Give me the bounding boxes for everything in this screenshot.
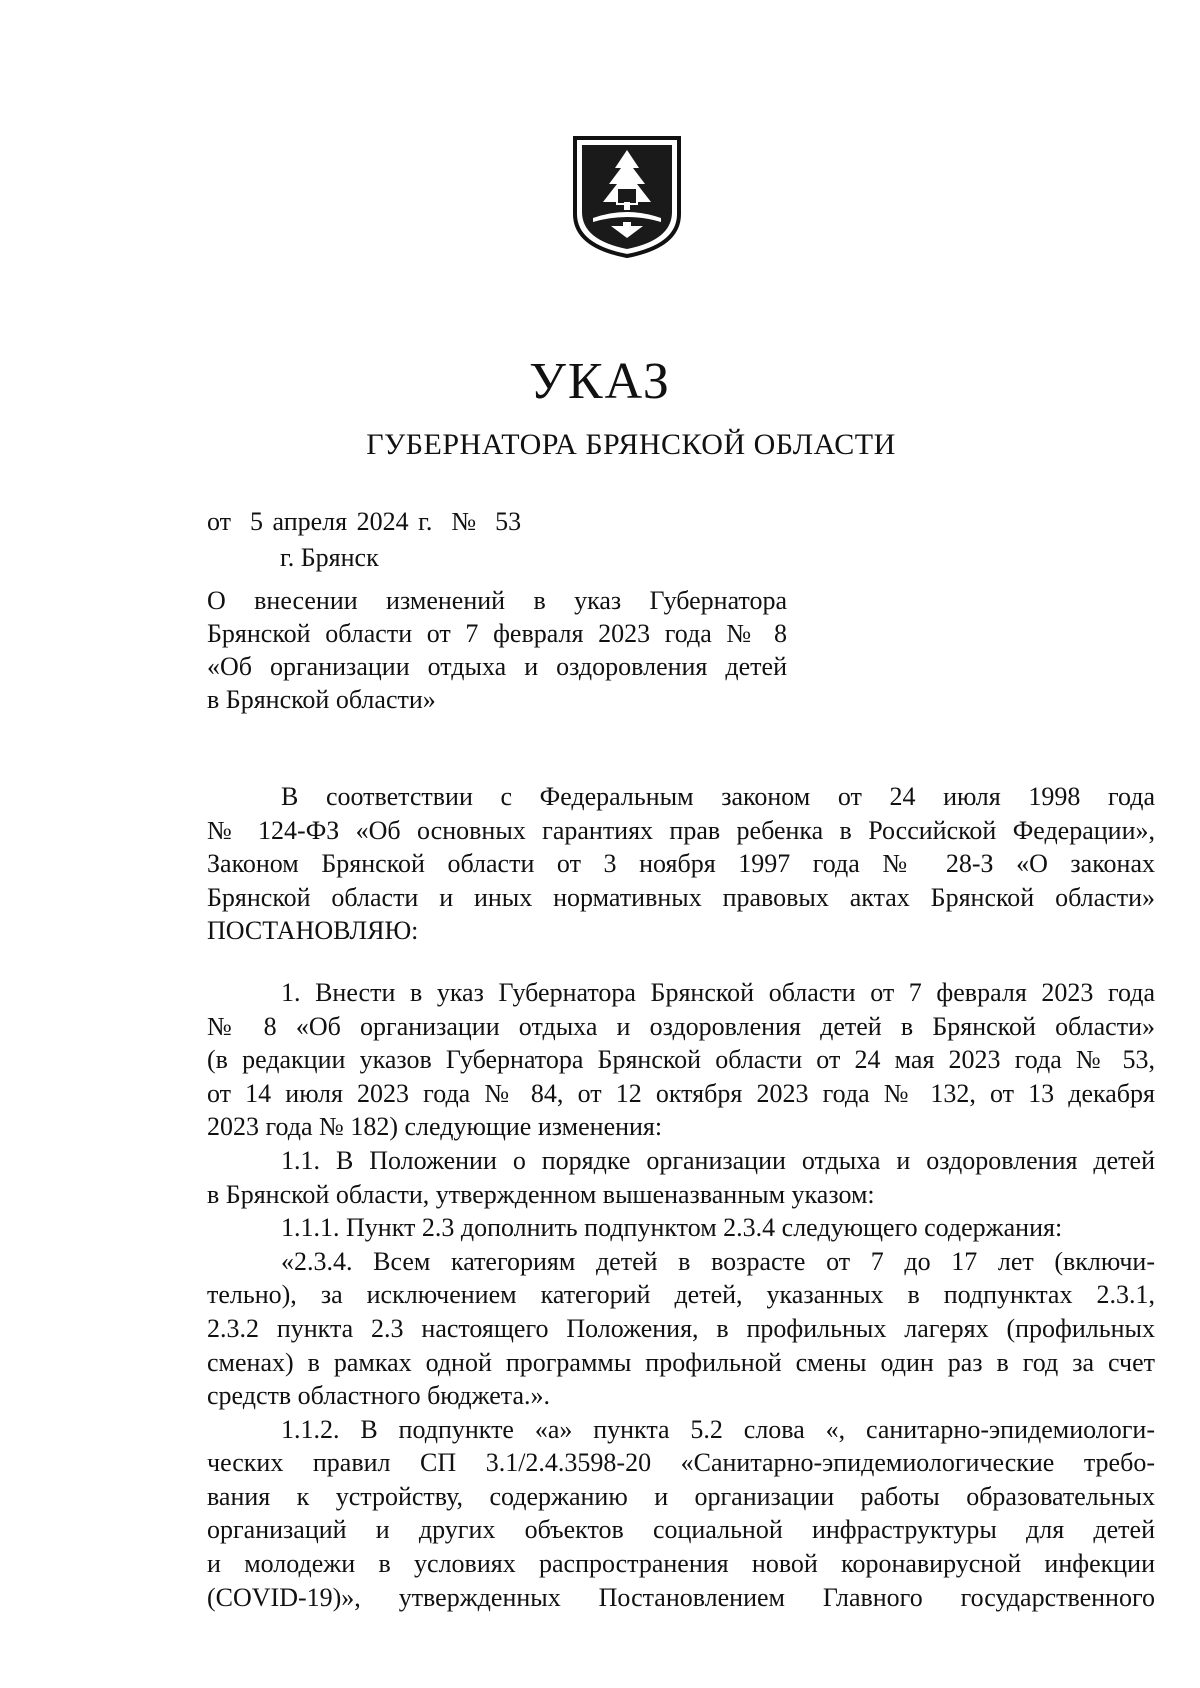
heading-line: «Об организации отдыха и оздоровления детей [207,652,787,681]
text-line: и молодежи в условиях распространения новой коронавирусной инфекции [207,1549,1155,1579]
text-line: № 8 «Об организации отдыха и оздоровления детей в Брянской области» [207,1011,1155,1041]
heading-line: О внесении изменений в указ Губернатора [207,586,787,615]
coat-of-arms-icon [571,134,683,258]
city: г. Брянск [280,543,379,572]
text-line: ческих правил СП 3.1/2.4.3598-20 «Санитарно-эпидемиологические требо- [207,1448,1155,1478]
text-line: от 14 июля 2023 года № 84, от 12 октября 2023 года № 132, от 13 декабря [207,1078,1155,1108]
text-line: № 124-ФЗ «Об основных гарантиях прав ребенка в Российской Федерации», [207,815,1155,845]
text-line: ПОСТАНОВЛЯЮ: [207,916,419,946]
text-line: вания к устройству, содержанию и организации работы образовательных [207,1481,1155,1511]
text-line: тельно), за исключением категорий детей, указанных в подпунктах 2.3.1, [207,1280,1155,1310]
text-line: «2.3.4. Всем категориям детей в возрасте от 7 до 17 лет (включи- [281,1246,1155,1276]
text-line: 1.1.1. Пункт 2.3 дополнить подпунктом 2.3.4 следующего содержания: [281,1213,1063,1243]
heading-line: Брянской области от 7 февраля 2023 года № 8 [207,619,787,648]
text-line: организаций и других объектов социальной инфраструктуры для детей [207,1515,1155,1545]
text-line: 1.1. В Положении о порядке организации отдыха и оздоровления детей [281,1145,1155,1175]
text-line: 1. Внести в указ Губернатора Брянской области от 7 февраля 2023 года [281,977,1155,1007]
text-line: В соответствии с Федеральным законом от 24 июля 1998 года [281,782,1155,811]
text-line: Брянской области и иных нормативных правовых актах Брянской области» [207,882,1155,912]
decree-body [207,780,1155,1614]
document-title: УКАЗ [529,353,671,410]
text-line: сменах) в рамках одной программы профильной смены один раз в год за счет [207,1347,1155,1377]
text-line: 2.3.2 пункта 2.3 настоящего Положения, в профильных лагерях (профильных [207,1313,1155,1343]
heading-line: в Брянской области» [207,685,436,714]
text-line: Законом Брянской области от 3 ноября 1997 года № 28-З «О законах [207,849,1155,879]
text-line: (в редакции указов Губернатора Брянской области от 24 мая 2023 года № 53, [207,1045,1155,1075]
text-line: 2023 года № 182) следующие изменения: [207,1112,663,1142]
text-line: 1.1.2. В подпункте «а» пункта 5.2 слова «, санитарно-эпидемиологи- [281,1414,1155,1444]
date-and-number: от 5 апреля 2024 г. № 53 [207,507,522,536]
text-line: (COVID-19)», утвержденных Постановлением Главного государственного [207,1582,1155,1612]
text-line: в Брянской области, утвержденном вышеназванным указом: [207,1179,875,1209]
document-subtitle: ГУБЕРНАТОРА БРЯНСКОЙ ОБЛАСТИ [366,428,896,461]
decree-heading [207,584,787,716]
text-line: средств областного бюджета.». [207,1381,551,1411]
